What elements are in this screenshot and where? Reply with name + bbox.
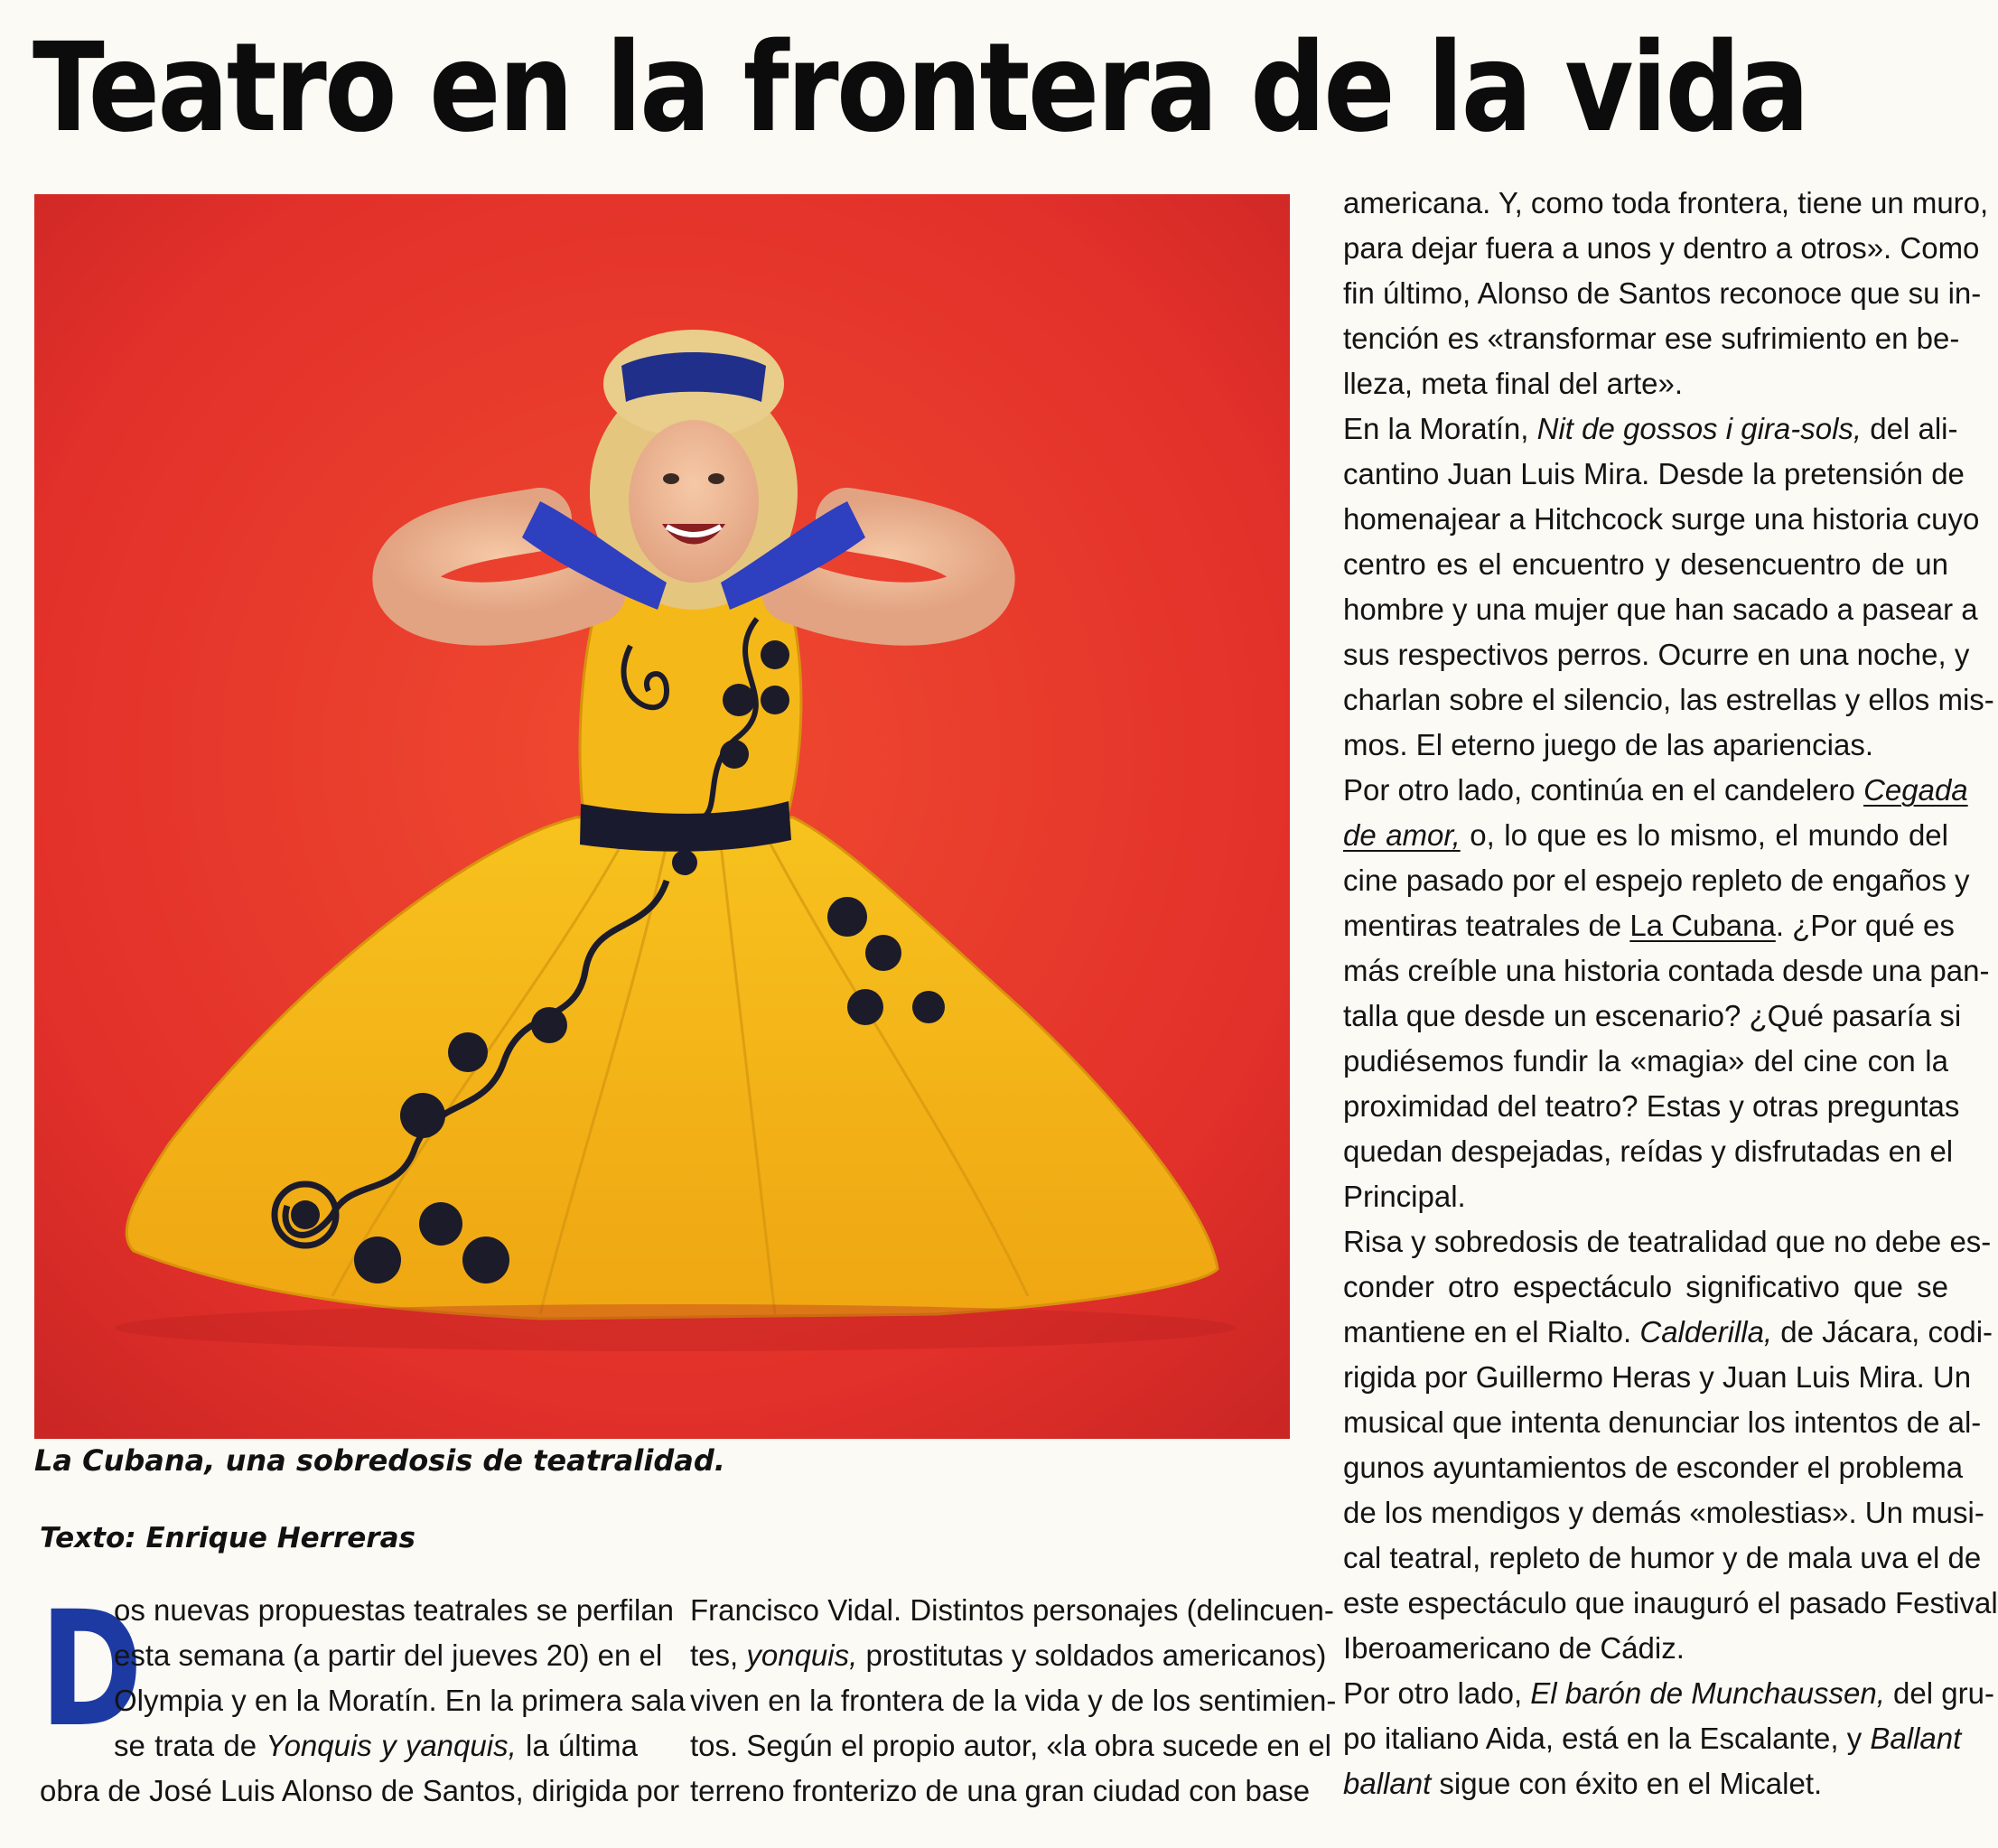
text-line: Iberoamericano de Cádiz. — [1343, 1631, 1685, 1665]
text-run: mentiras teatrales de — [1343, 909, 1630, 942]
text-run: del gru- — [1884, 1676, 1994, 1710]
text-line: hombre y una mujer que han sacado a pasear a — [1343, 593, 1978, 626]
text-line — [1343, 1761, 1948, 1806]
text-line: obra de José Luis Alonso de Santos, dirigida por — [40, 1774, 680, 1807]
text-line — [1343, 1671, 1994, 1716]
italic-word-yonquis: yonquis, — [746, 1638, 858, 1672]
text-line: centro es el encuentro y desencuentro de un — [1343, 547, 1948, 581]
text-run: mantiene en el Rialto. — [1343, 1315, 1640, 1349]
text-line: sus respectivos perros. Ocurre en una noche, y — [1343, 638, 1970, 671]
text-line: viven en la frontera de la vida y de los sentimien- — [690, 1684, 1337, 1717]
play-title-yonquis-y-yanquis: Yonquis y yanquis, — [266, 1729, 517, 1762]
text-line: proximidad del teatro? Estas y otras preguntas — [1343, 1089, 1960, 1123]
text-run: del ali- — [1862, 412, 1958, 445]
text-line: Risa y sobredosis de teatralidad que no debe es- — [1343, 1225, 1992, 1258]
text-run: prostitutas y soldados americanos) — [857, 1638, 1327, 1672]
text-line: para dejar fuera a unos y dentro a otros». Como — [1343, 231, 1980, 265]
text-line: de los mendigos y demás «molestias». Un musi- — [1343, 1496, 1984, 1529]
text-line — [1343, 768, 1968, 813]
text-line: conder otro espectáculo significativo que se — [1343, 1270, 1948, 1303]
drop-cap: D — [40, 1577, 143, 1762]
text-line: terreno fronterizo de una gran ciudad con base — [690, 1774, 1311, 1807]
text-line: Francisco Vidal. Distintos personajes (delincuen- — [690, 1593, 1334, 1627]
play-title-ballant-ballant-cont: ballant — [1343, 1767, 1432, 1800]
text-line — [1343, 1716, 1962, 1761]
article-headline: Teatro en la frontera de la vida — [33, 17, 1807, 160]
article-column-2 — [690, 1588, 1337, 1814]
text-run: o, lo que es lo mismo, el mundo del — [1460, 818, 1948, 852]
text-line: homenajear a Hitchcock surge una historia cuyo — [1343, 502, 1980, 536]
play-title-baron-munchaussen: El barón de Munchaussen, — [1530, 1676, 1885, 1710]
text-line: americana. Y, como toda frontera, tiene un muro, — [1343, 186, 1989, 219]
text-line: pudiésemos fundir la «magia» del cine con la — [1343, 1044, 1948, 1078]
photo-illustration — [34, 194, 1290, 1439]
text-line: Principal. — [1343, 1180, 1466, 1213]
text-run: la última — [516, 1729, 638, 1762]
company-name-la-cubana: La Cubana — [1629, 909, 1776, 942]
text-line: musical que intenta denunciar los intentos de al- — [1343, 1405, 1982, 1439]
text-line: tos. Según el propio autor, «la obra sucede en el — [690, 1729, 1331, 1762]
text-line: rigida por Guillermo Heras y Juan Luis Mira. Un — [1343, 1360, 1972, 1394]
play-title-calderilla: Calderilla, — [1639, 1315, 1773, 1349]
text-line: os nuevas propuestas teatrales se perfilan — [114, 1593, 675, 1627]
text-run: sigue con éxito en el Micalet. — [1431, 1767, 1823, 1800]
text-line: gunos ayuntamientos de esconder el problema — [1343, 1451, 1964, 1484]
face — [629, 420, 759, 583]
play-title-ballant-ballant: Ballant — [1870, 1722, 1962, 1755]
text-line: tención es «transformar ese sufrimiento en be- — [1343, 322, 1960, 355]
text-line: cine pasado por el espejo repleto de engaños y — [1343, 863, 1970, 897]
text-line: más creíble una historia contada desde una pan- — [1343, 954, 1990, 987]
text-line: Olympia y en la Moratín. En la primera sala — [114, 1684, 686, 1717]
text-line: talla que desde un escenario? ¿Qué pasaría si — [1343, 999, 1962, 1032]
text-line: lleza, meta final del arte». — [1343, 367, 1684, 400]
text-run: . ¿Por qué es — [1775, 909, 1955, 942]
text-line — [40, 1723, 638, 1769]
text-line: esta semana (a partir del jueves 20) en el — [114, 1638, 663, 1672]
play-title-cegada-de-amor: Cegada — [1863, 773, 1968, 807]
text-line — [1343, 813, 1948, 858]
photo-caption: La Cubana, una sobredosis de teatralidad. — [34, 1443, 725, 1478]
text-line — [690, 1633, 1327, 1678]
text-line: este espectáculo que inauguró el pasado Festival — [1343, 1586, 1998, 1619]
text-line: cal teatral, repleto de humor y de mala uva el de — [1343, 1541, 1982, 1574]
text-line: charlan sobre el silencio, las estrellas y ellos mis- — [1343, 683, 1994, 716]
text-run: Por otro lado, — [1343, 1676, 1531, 1710]
article-column-1 — [40, 1577, 686, 1814]
text-line: cantino Juan Luis Mira. Desde la pretensión de — [1343, 457, 1965, 490]
text-line — [1343, 406, 1958, 452]
text-line: fin último, Alonso de Santos reconoce que su in- — [1343, 276, 1982, 310]
text-run: se trata de — [114, 1729, 266, 1762]
text-line — [1343, 903, 1955, 948]
play-title-cegada-de-amor-cont: de amor, — [1343, 818, 1461, 852]
text-run: En la Moratín, — [1343, 412, 1537, 445]
article-column-3 — [1343, 181, 1998, 1806]
author-byline: Texto: Enrique Herreras — [40, 1522, 415, 1554]
text-line: quedan despejadas, reídas y disfrutadas en el — [1343, 1134, 1954, 1168]
text-line — [1343, 1310, 1993, 1355]
text-run: po italiano Aida, está en la Escalante, y — [1343, 1722, 1871, 1755]
text-line: mos. El eterno juego de las apariencias. — [1343, 728, 1874, 761]
play-title-nit-de-gossos: Nit de gossos i gira-sols, — [1536, 412, 1863, 445]
text-run: de Jácara, codi- — [1772, 1315, 1993, 1349]
text-run: Por otro lado, continúa en el candelero — [1343, 773, 1864, 807]
article-photo — [34, 194, 1290, 1439]
text-run: tes, — [690, 1638, 747, 1672]
